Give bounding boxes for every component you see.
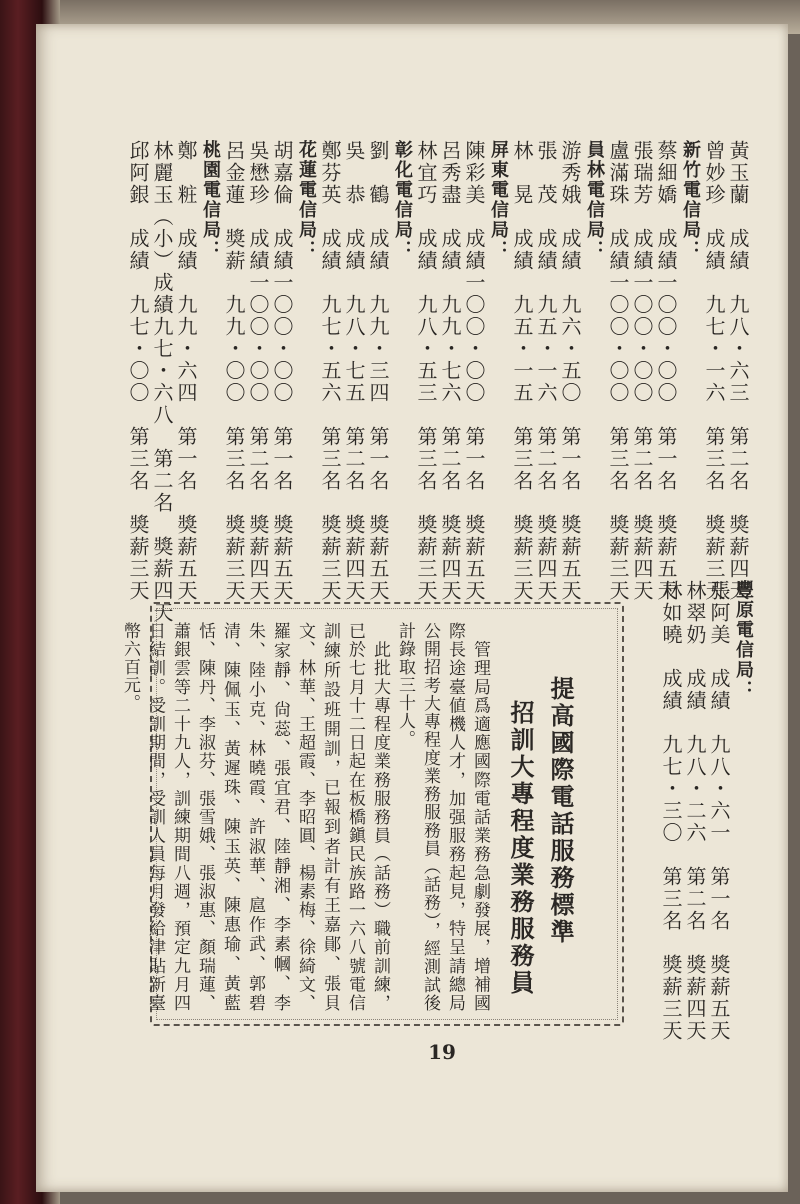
branch-header: 豐原電信局： bbox=[733, 580, 754, 700]
award-row: 胡嘉倫 成績一〇〇・〇〇 第一名 獎薪五天 bbox=[270, 140, 294, 602]
award-row: 林 晃 成績 九五・一五 第三名 獎薪三天 bbox=[510, 140, 534, 602]
award-row: 張瑞芳 成績一〇〇・〇〇 第二名 獎薪四天 bbox=[630, 140, 654, 602]
award-row: 盧滿珠 成績一〇〇・〇〇 第三名 獎薪三天 bbox=[606, 140, 630, 602]
award-row: 游秀娥 成績 九六・五〇 第一名 獎薪五天 bbox=[558, 140, 582, 602]
award-row: 張阿美 成績 九八・六一 第一名 獎薪五天 bbox=[707, 580, 731, 1042]
award-table-fengyuan bbox=[655, 580, 755, 1040]
award-row: 劉 鶴 成績 九九・三四 第一名 獎薪五天 bbox=[366, 140, 390, 602]
award-row: 林宜巧 成績 九八・五三 第三名 獎薪三天 bbox=[414, 140, 438, 602]
award-row: 林翠奶 成績 九八・二六 第二名 獎薪四天 bbox=[683, 580, 707, 1042]
award-row: 呂秀盡 成績 九九・七六 第二名 獎薪四天 bbox=[438, 140, 462, 602]
award-row: 林如曉 成績 九七・三〇 第三名 獎薪三天 bbox=[659, 580, 683, 1042]
award-row: 張 茂 成績 九五・一六 第二名 獎薪四天 bbox=[534, 140, 558, 602]
award-row: 林麗玉（小）成績九七・六八 第二名 獎薪四天 bbox=[150, 140, 174, 624]
award-table-top bbox=[126, 140, 750, 624]
branch-header: 新竹電信局： bbox=[680, 140, 701, 260]
award-row: 鄭芬英 成績 九七・五六 第三名 獎薪三天 bbox=[318, 140, 342, 602]
award-row: 陳彩美 成績一〇〇・〇〇 第一名 獎薪五天 bbox=[462, 140, 486, 602]
notice-title-line1: 提高國際電話服務標準 bbox=[546, 676, 574, 946]
award-row: 吳 恭 成績 九八・七五 第二名 獎薪四天 bbox=[342, 140, 366, 602]
branch-header: 員林電信局： bbox=[584, 140, 605, 260]
award-row: 吳懋珍 成績一〇〇・〇〇 第二名 獎薪四天 bbox=[246, 140, 270, 602]
award-row: 鄭 粧 成績 九九・六四 第一名 獎薪五天 bbox=[174, 140, 198, 602]
award-row: 邱阿銀 成績 九七・〇〇 第三名 獎薪三天 bbox=[126, 140, 150, 602]
branch-header: 屏東電信局： bbox=[488, 140, 509, 260]
award-row: 蔡細嬌 成績一〇〇・〇〇 第一名 獎薪五天 bbox=[654, 140, 678, 602]
branch-header: 花蓮電信局： bbox=[296, 140, 317, 260]
branch-header: 桃園電信局： bbox=[200, 140, 221, 260]
branch-header: 彰化電信局： bbox=[392, 140, 413, 260]
award-row: 曾妙珍 成績 九七・一六 第三名 獎薪三天 bbox=[702, 140, 726, 602]
award-row: 呂金蓮 獎薪 九九・〇〇 第三名 獎薪三天 bbox=[222, 140, 246, 602]
award-row: 黃玉蘭 成績 九八・六三 第二名 獎薪四天 bbox=[726, 140, 750, 602]
notice-title-line2: 招訓大專程度業務服務員 bbox=[506, 700, 534, 997]
notice-body: 管理局爲適應國際電話業務急劇發展，增補國際長途臺値機人才，加强服務起見，特呈請總局公開招考大專程度業務服務員（話務），經測試後計錄取三十人。 此批大專程度業務服務員（話務）職前訓練，已於七月十二日起在板橋鎭民族路一六八號電信訓練所設班開訓，已報到者計有王嘉鄖、張貝文、林華、王超霞、李昭圓、楊素梅、徐綺文、羅家靜、尙蕊、張宜君、陸靜湘、李素幗、李朱、陸小克、林曉霞、許淑華、扈作武、郭碧清、陳佩玉、黃遲珠、陳玉英、陳惠瑜、黃藍恬、陳丹、李淑芬、張雪娥、張淑惠、顏瑞蓮、蕭銀雲等二十九人，訓練期間八週，預定九月四日結訓。受訓期間，受訓人員每月發給津貼新臺幣六百元。 bbox=[120, 622, 490, 1012]
page-number: 19 bbox=[428, 1040, 456, 1064]
